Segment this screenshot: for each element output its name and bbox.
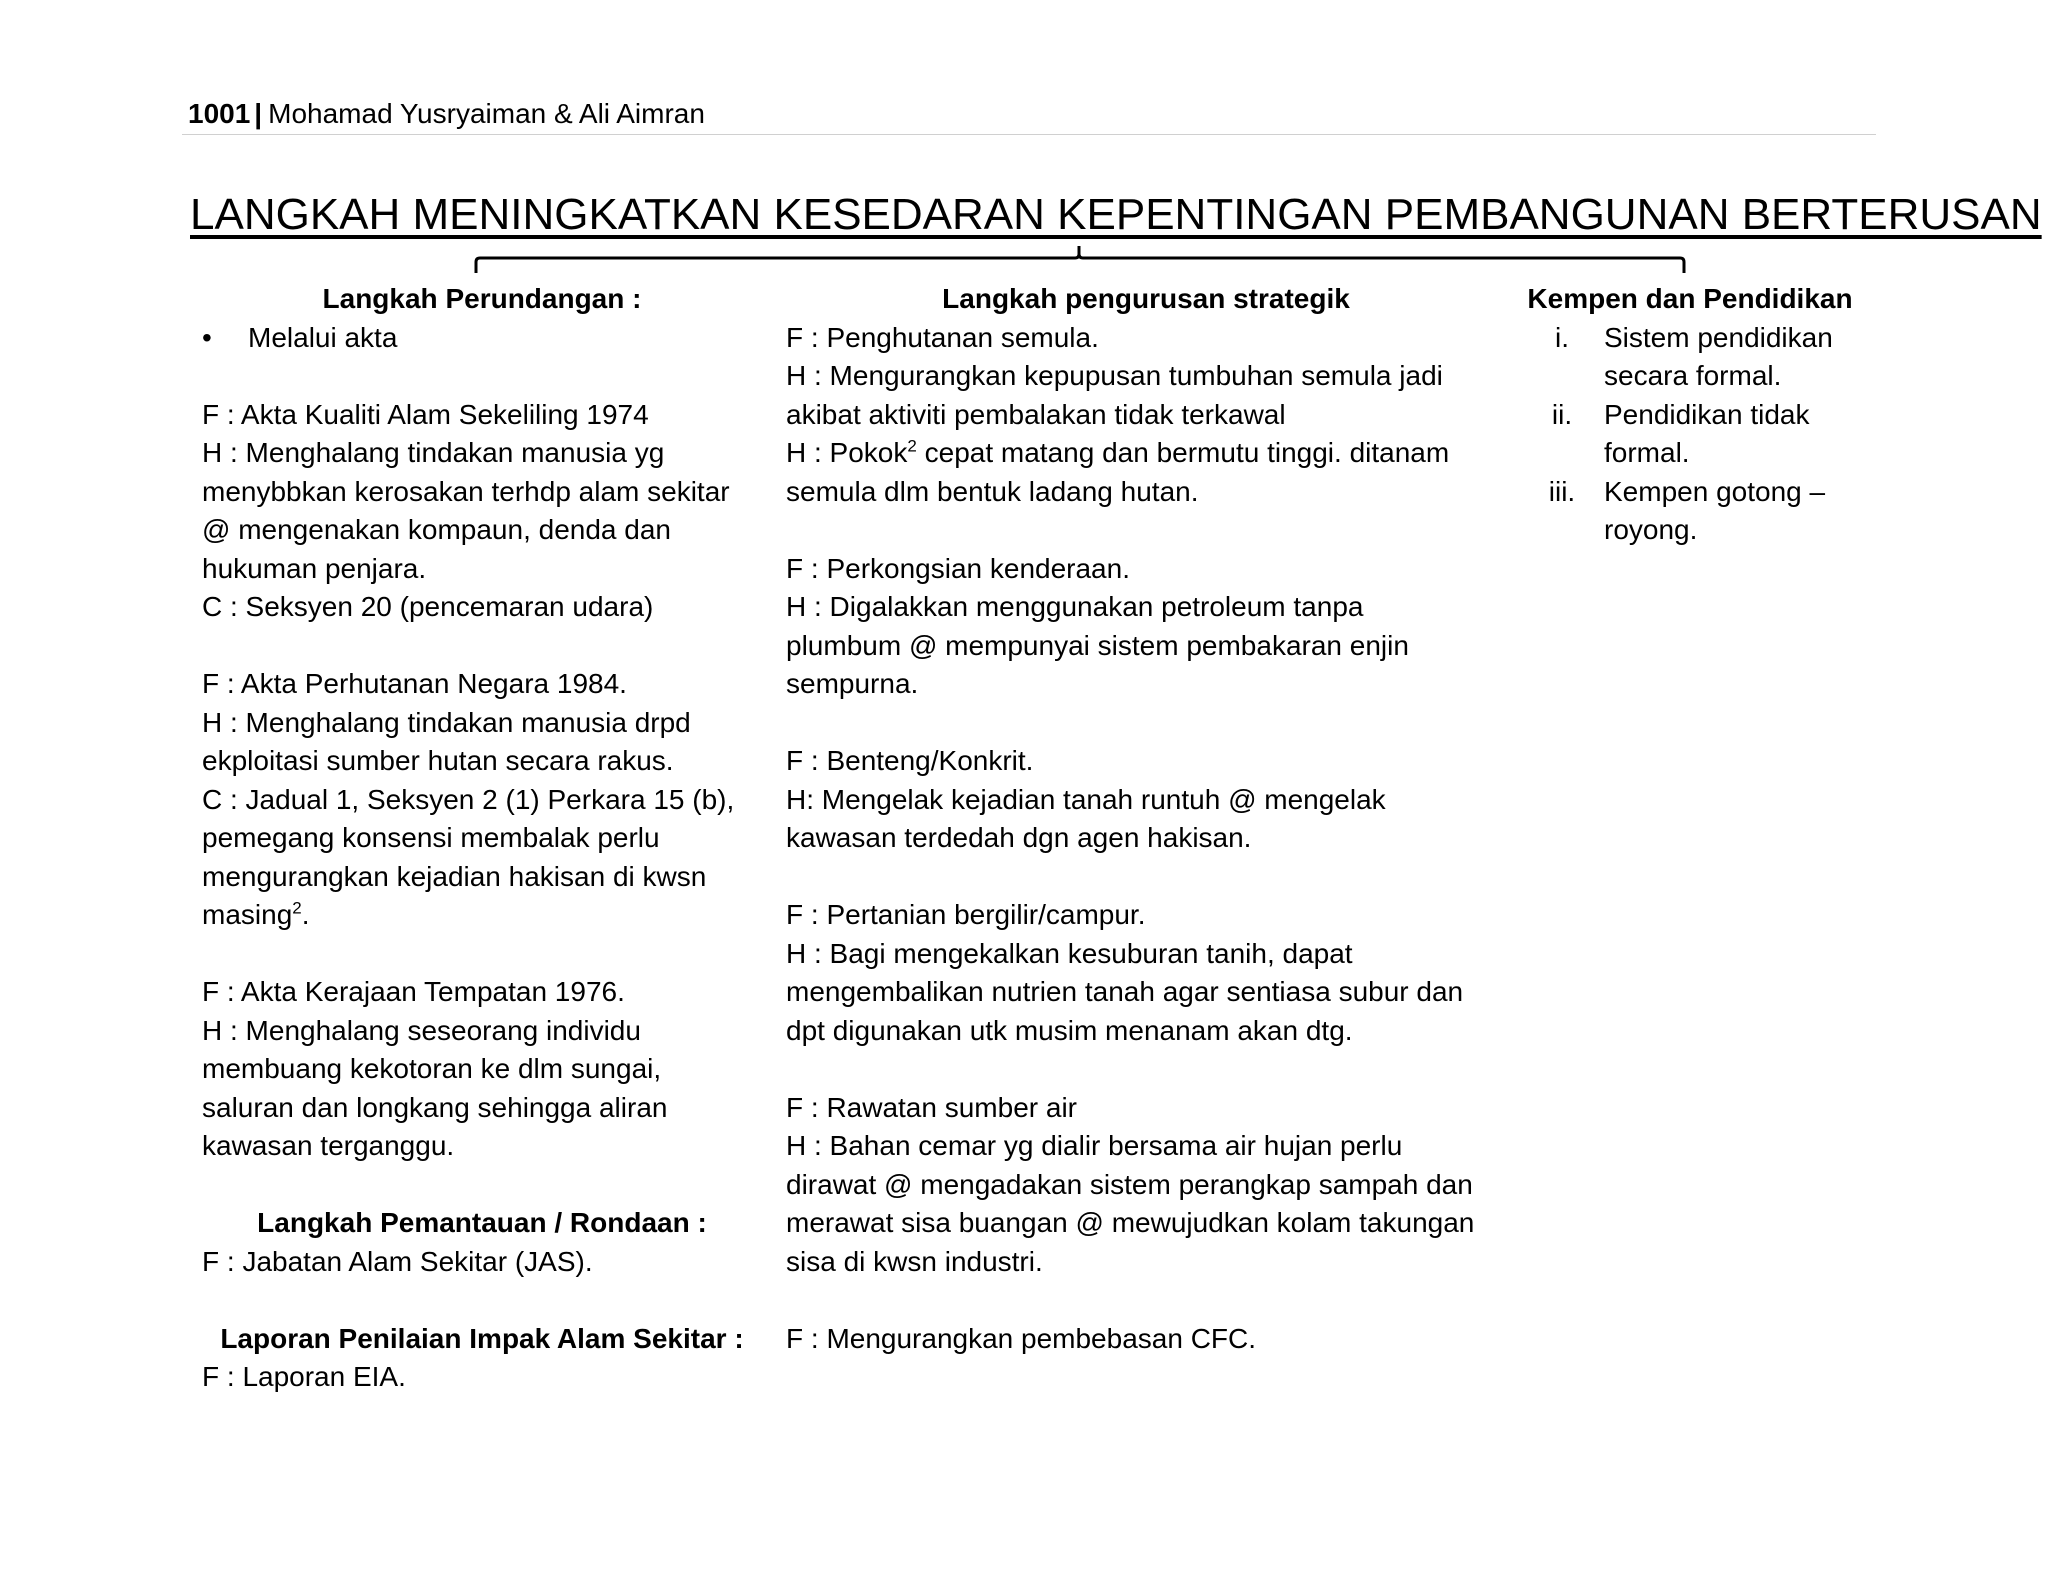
strategy-line: merawat sisa buangan @ mewujudkan kolam takungan [786,1207,1475,1238]
strategy-line: H : Digalakkan menggunakan petroleum tanpa [786,591,1364,622]
campaign-heading: Kempen dan Pendidikan [1527,283,1853,314]
monitoring-line: F : Jabatan Alam Sekitar (JAS). [202,1245,593,1277]
category-brace [0,0,2048,300]
list-item [1520,396,1860,473]
strategy-line: semula dlm bentuk ladang hutan. [786,475,1199,507]
act-line: H : Menghalang seseorang individu [202,1014,641,1046]
act-line: @ mengenakan kompaun, denda dan [202,514,671,545]
act-line: F : Akta Kerajaan Tempatan 1976. [202,976,625,1007]
list-text: Kempen gotong – royong. [1604,475,1826,545]
legislative-column [202,280,762,1397]
bullet-text: Melalui akta [248,321,398,353]
act-line: C : Seksyen 20 (pencemaran udara) [202,591,654,622]
strategy-line: plumbum @ mempunyai sistem pembakaran enjin [786,629,1409,661]
strategy-line: akibat aktiviti pembalakan tidak terkawal [786,398,1286,430]
strategic-column [786,280,1506,1358]
monitoring-heading: Langkah Pemantauan / Rondaan : [257,1207,707,1238]
act-line: H : Menghalang tindakan manusia yg [202,437,665,468]
act-line: masing$^2$. [202,898,310,930]
header-separator: | [254,98,263,129]
list-item [1520,319,1860,396]
strategy-line: F : Perkongsian kenderaan. [786,552,1130,584]
list-number: iii. [1548,475,1576,507]
strategy-line: H : Bahan cemar yg dialir bersama air hujan perlu [786,1130,1403,1161]
strategy-line: kawasan terdedah dgn agen hakisan. [786,822,1252,853]
act-line: membuang kekotoran ke dlm sungai, [202,1053,662,1084]
strategy-line: H : Pokok$^2$ cepat matang dan bermutu tinggi. ditanam [786,436,1450,468]
act-line: mengurangkan kejadian hakisan di kwsn [202,860,707,892]
bullet-icon: • [202,321,212,353]
strategy-line: H : Mengurangkan kepupusan tumbuhan semula jadi [786,360,1443,391]
campaign-column [1520,280,1860,550]
act-line: ekploitasi sumber hutan secara rakus. [202,745,674,776]
act-line: hukuman penjara. [202,552,427,584]
strategy-line: F : Mengurangkan pembebasan CFC. [786,1322,1257,1354]
strategy-line: mengembalikan nutrien tanah agar sentiasa subur dan [786,976,1464,1007]
act-line: saluran dan longkang sehingga aliran [202,1091,668,1123]
brace-line [476,246,1684,273]
act-line: F : Akta Perhutanan Negara 1984. [202,668,627,699]
strategy-line: H : Bagi mengekalkan kesuburan tanih, dapat [786,937,1353,969]
strategy-line: F : Pertanian bergilir/campur. [786,899,1146,930]
eia-heading: Laporan Penilaian Impak Alam Sekitar : [220,1322,744,1354]
strategy-line: sisa di kwsn industri. [786,1245,1043,1277]
superscript: 2 [907,436,917,456]
list-text: Pendidikan tidak formal. [1604,398,1810,468]
page-number: 1001 [188,98,251,129]
strategy-line: sempurna. [786,668,919,699]
strategy-line: dirawat @ mengadakan sistem perangkap sampah dan [786,1168,1473,1200]
list-number: i. [1555,321,1569,353]
act-line: menybbkan kerosakan terhdp alam sekitar [202,475,730,507]
strategy-line: F : Rawatan sumber air [786,1091,1077,1123]
list-item [1520,473,1860,550]
page-title: LANGKAH MENINGKATKAN KESEDARAN KEPENTINGAN PEMBANGUNAN BERTERUSAN [190,190,2042,239]
act-line: C : Jadual 1, Seksyen 2 (1) Perkara 15 (b), [202,783,735,815]
strategy-line: F : Penghutanan semula. [786,321,1099,353]
act-line: F : Akta Kualiti Alam Sekeliling 1974 [202,398,649,430]
act-line: pemegang konsensi membalak perlu [202,822,660,853]
strategic-heading: Langkah pengurusan strategik [942,283,1350,314]
list-text: Sistem pendidikan secara formal. [1604,321,1833,391]
act-line: kawasan terganggu. [202,1130,455,1161]
header-authors: Mohamad Yusryaiman & Ali Aimran [268,98,705,129]
legislative-heading: Langkah Perundangan : [322,283,642,314]
strategy-line: dpt digunakan utk musim menanam akan dtg. [786,1014,1353,1046]
eia-line: F : Laporan EIA. [202,1361,406,1392]
strategy-line: H: Mengelak kejadian tanah runtuh @ mengelak [786,783,1386,815]
superscript: 2 [292,898,302,918]
act-line: H : Menghalang tindakan manusia drpd [202,706,691,738]
strategy-line: F : Benteng/Konkrit. [786,745,1034,776]
list-number: ii. [1551,398,1573,430]
list-item [202,319,762,358]
